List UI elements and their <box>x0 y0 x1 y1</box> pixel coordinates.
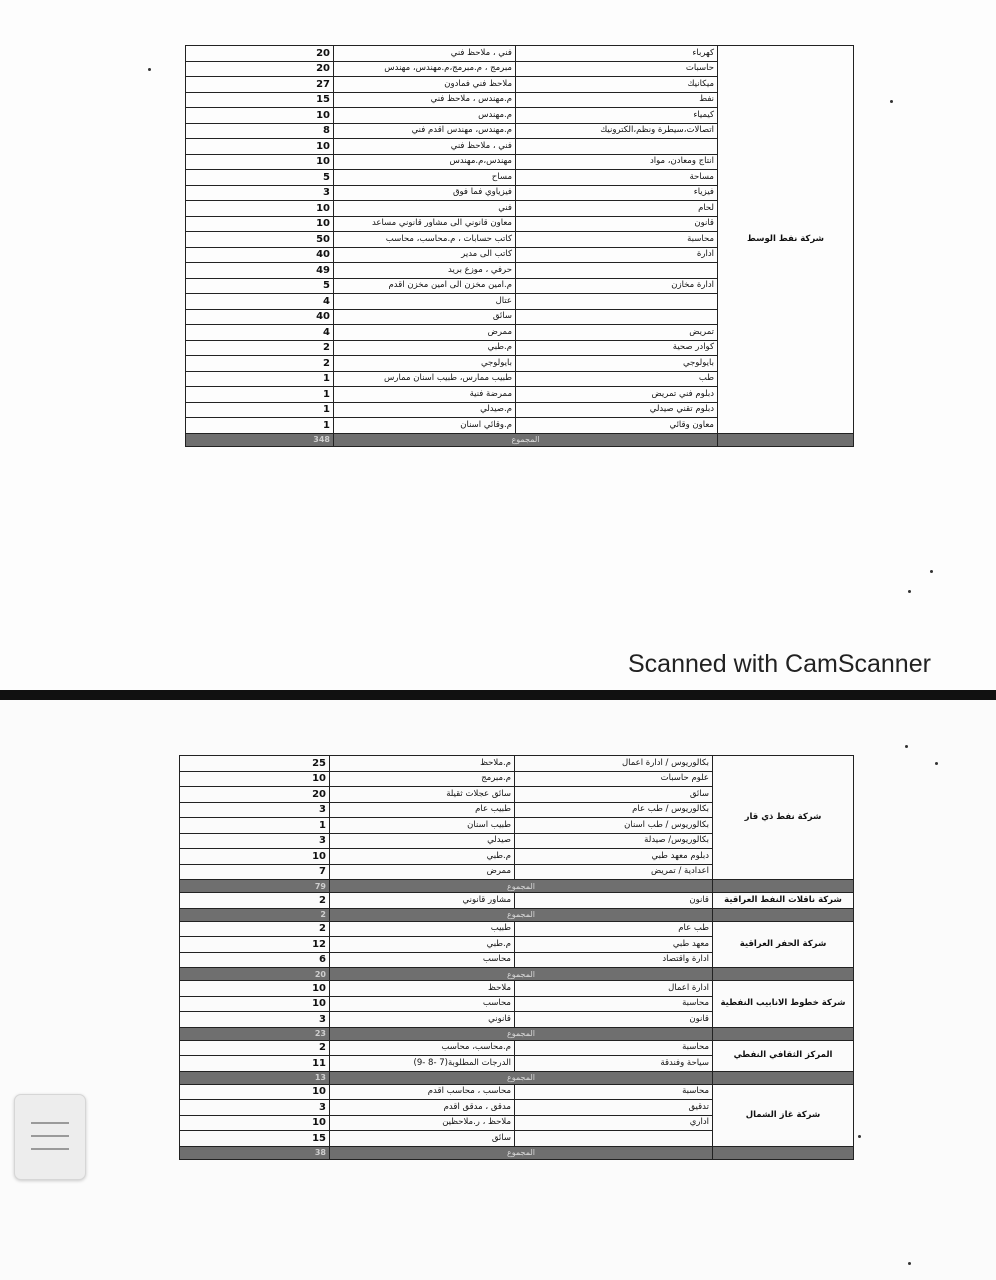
specialization-cell: تدقيق <box>515 1100 713 1116</box>
table-row <box>180 921 854 937</box>
specialization-cell: نفط <box>516 92 718 108</box>
job-title-cell: مبرمج ، م.مبرمج،م.مهندس، مهندس <box>334 61 516 77</box>
specialization-cell: بكالوريوس/ صيدلة <box>515 833 713 849</box>
company-name-cell: شركة ناقلات النفط العراقية <box>713 893 854 909</box>
specialization-cell: دبلوم تقني صيدلي <box>516 402 718 418</box>
total-count-cell: 348 <box>186 433 334 446</box>
specialization-cell: معاون وقائي <box>516 418 718 434</box>
count-cell: 49 <box>186 263 334 279</box>
total-count-cell: 2 <box>180 908 330 921</box>
job-title-cell: ملاحظ فني فمادون <box>334 77 516 93</box>
count-cell: 1 <box>186 387 334 403</box>
specialization-cell: اتصالات،سيطرة ونظم،الكترونيك <box>516 123 718 139</box>
count-cell: 50 <box>186 232 334 248</box>
count-cell: 5 <box>186 170 334 186</box>
job-title-cell: صيدلي <box>330 833 515 849</box>
total-row <box>180 880 854 893</box>
count-cell: 12 <box>180 937 330 953</box>
specialization-cell: قانون <box>516 216 718 232</box>
specialization-cell: اداري <box>515 1115 713 1131</box>
count-cell: 2 <box>186 356 334 372</box>
specialization-cell: سياحة وفندقة <box>515 1056 713 1072</box>
count-cell: 3 <box>180 833 330 849</box>
count-cell: 10 <box>186 108 334 124</box>
table-row <box>186 46 854 62</box>
job-title-cell: فني <box>334 201 516 217</box>
total-row <box>180 968 854 981</box>
specialization-cell: محاسبة <box>515 996 713 1012</box>
job-title-cell: ملاحظ ، ر.ملاحظين <box>330 1115 515 1131</box>
job-title-cell: طبيب ممارس، طبيب اسنان ممارس <box>334 371 516 387</box>
count-cell: 1 <box>186 371 334 387</box>
total-blank-cell <box>713 908 854 921</box>
count-cell: 25 <box>180 756 330 772</box>
specialization-cell: فيزياء <box>516 185 718 201</box>
specialization-cell <box>516 139 718 155</box>
job-title-cell: مشاور قانوني <box>330 893 515 909</box>
job-title-cell: فيزياوي فما فوق <box>334 185 516 201</box>
specialization-cell: بكالوريوس / طب اسنان <box>515 818 713 834</box>
count-cell: 5 <box>186 278 334 294</box>
total-label-cell: المجموع <box>330 908 713 921</box>
count-cell: 3 <box>180 1012 330 1028</box>
job-title-cell: م.ملاحظ <box>330 756 515 772</box>
total-count-cell: 23 <box>180 1027 330 1040</box>
count-cell: 40 <box>186 247 334 263</box>
camscanner-watermark: Scanned with CamScanner <box>628 650 931 678</box>
total-count-cell: 13 <box>180 1071 330 1084</box>
count-cell: 3 <box>186 185 334 201</box>
total-row <box>180 1071 854 1084</box>
specialization-cell: كوادر صحية <box>516 340 718 356</box>
count-cell: 4 <box>186 325 334 341</box>
count-cell: 10 <box>180 1115 330 1131</box>
specialization-cell: محاسبة <box>516 232 718 248</box>
scan-speck <box>908 590 911 593</box>
total-count-cell: 79 <box>180 880 330 893</box>
count-cell: 15 <box>180 1131 330 1147</box>
job-title-cell: سائق <box>334 309 516 325</box>
count-cell: 3 <box>180 802 330 818</box>
company-name-cell: شركة نفط ذي قار <box>713 756 854 880</box>
table-row <box>180 1040 854 1056</box>
job-title-cell: طبيب عام <box>330 802 515 818</box>
company-name-cell: المركز الثقافي النفطي <box>713 1040 854 1071</box>
scan-speck <box>908 1262 911 1265</box>
count-cell: 1 <box>180 818 330 834</box>
count-cell: 10 <box>186 201 334 217</box>
count-cell: 20 <box>186 46 334 62</box>
count-cell: 10 <box>186 216 334 232</box>
total-row <box>186 433 854 446</box>
specialization-cell: قانون <box>515 1012 713 1028</box>
scan-speck <box>930 570 933 573</box>
scan-speck <box>148 68 151 71</box>
scan-speck <box>890 100 893 103</box>
specialization-cell: قانون <box>515 893 713 909</box>
specialization-cell: كهرباء <box>516 46 718 62</box>
specialization-cell: بكالوريوس / ادارة اعمال <box>515 756 713 772</box>
count-cell: 15 <box>186 92 334 108</box>
total-label-cell: المجموع <box>334 433 718 446</box>
job-title-cell: محاسب ، محاسب اقدم <box>330 1084 515 1100</box>
specialization-cell: لحام <box>516 201 718 217</box>
specialization-cell: كيمياء <box>516 108 718 124</box>
total-blank-cell <box>713 880 854 893</box>
count-cell: 1 <box>186 402 334 418</box>
total-label-cell: المجموع <box>330 1071 713 1084</box>
specialization-cell: ادارة واقتصاد <box>515 952 713 968</box>
company-name-cell: شركة خطوط الانابيب النفطية <box>713 981 854 1028</box>
specialization-cell: دبلوم معهد طبي <box>515 849 713 865</box>
specialization-cell: دبلوم فني تمريض <box>516 387 718 403</box>
scan-speck <box>905 745 908 748</box>
specialization-cell <box>515 1131 713 1147</box>
specialization-cell: ادارة اعمال <box>515 981 713 997</box>
specialization-cell: محاسبة <box>515 1040 713 1056</box>
specialization-cell: ادارة <box>516 247 718 263</box>
count-cell: 10 <box>186 154 334 170</box>
count-cell: 7 <box>180 864 330 880</box>
specialization-cell: تمريض <box>516 325 718 341</box>
total-count-cell: 20 <box>180 968 330 981</box>
job-title-cell: ملاحظ <box>330 981 515 997</box>
menu-button[interactable] <box>14 1094 86 1180</box>
total-label-cell: المجموع <box>330 968 713 981</box>
job-title-cell: م.صيدلي <box>334 402 516 418</box>
job-title-cell: حرفي ، موزع بريد <box>334 263 516 279</box>
table-row <box>180 1084 854 1100</box>
total-blank-cell <box>718 433 854 446</box>
total-row <box>180 908 854 921</box>
count-cell: 40 <box>186 309 334 325</box>
specialization-cell: اعدادية / تمريض <box>515 864 713 880</box>
page-divider <box>0 690 996 700</box>
specialization-cell <box>516 309 718 325</box>
count-cell: 11 <box>180 1056 330 1072</box>
specialization-cell: معهد طبي <box>515 937 713 953</box>
job-title-cell: قانوني <box>330 1012 515 1028</box>
specialization-cell: طب <box>516 371 718 387</box>
specialization-cell: بكالوريوس / طب عام <box>515 802 713 818</box>
specialization-cell: مساحة <box>516 170 718 186</box>
count-cell: 4 <box>186 294 334 310</box>
job-title-cell: طبيب اسنان <box>330 818 515 834</box>
count-cell: 27 <box>186 77 334 93</box>
total-blank-cell <box>713 968 854 981</box>
job-title-cell: سائق عجلات ثقيلة <box>330 787 515 803</box>
count-cell: 10 <box>180 1084 330 1100</box>
job-title-cell: م.مهندس <box>334 108 516 124</box>
count-cell: 10 <box>180 996 330 1012</box>
count-cell: 2 <box>180 921 330 937</box>
total-blank-cell <box>713 1071 854 1084</box>
job-title-cell: م.مهندس، مهندس اقدم فني <box>334 123 516 139</box>
count-cell: 20 <box>186 61 334 77</box>
company-name-cell: شركة غاز الشمال <box>713 1084 854 1146</box>
count-cell: 10 <box>186 139 334 155</box>
job-title-cell: مساح <box>334 170 516 186</box>
total-blank-cell <box>713 1027 854 1040</box>
table-row <box>180 756 854 772</box>
job-title-cell: بايولوجي <box>334 356 516 372</box>
total-label-cell: المجموع <box>330 880 713 893</box>
count-cell: 2 <box>180 893 330 909</box>
total-count-cell: 38 <box>180 1146 330 1159</box>
job-title-cell: معاون قانوني الى مشاور قانوني مساعد <box>334 216 516 232</box>
company-name-cell: شركة الحفر العراقية <box>713 921 854 968</box>
specialization-cell: ميكانيك <box>516 77 718 93</box>
specialization-cell: ادارة مخازن <box>516 278 718 294</box>
count-cell: 8 <box>186 123 334 139</box>
count-cell: 10 <box>180 771 330 787</box>
specialization-cell: سائق <box>515 787 713 803</box>
count-cell: 10 <box>180 981 330 997</box>
job-title-cell: م.محاسب، محاسب <box>330 1040 515 1056</box>
job-title-cell: كاتب الى مدير <box>334 247 516 263</box>
job-title-cell: مهندس،م.مهندس <box>334 154 516 170</box>
specialization-cell: محاسبة <box>515 1084 713 1100</box>
specialization-cell: انتاج ومعادن، مواد <box>516 154 718 170</box>
scan-speck <box>858 1135 861 1138</box>
job-title-cell: م.امين مخزن الى امين مخزن اقدم <box>334 278 516 294</box>
table-row <box>180 981 854 997</box>
hamburger-icon <box>31 1122 69 1124</box>
total-row <box>180 1027 854 1040</box>
count-cell: 2 <box>180 1040 330 1056</box>
specialization-cell: علوم حاسبات <box>515 771 713 787</box>
specialization-cell: طب عام <box>515 921 713 937</box>
specialization-cell <box>516 294 718 310</box>
job-title-cell: مدقق ، مدقق اقدم <box>330 1100 515 1116</box>
job-title-cell: محاسب <box>330 996 515 1012</box>
job-title-cell: سائق <box>330 1131 515 1147</box>
job-title-cell: ممرض <box>334 325 516 341</box>
total-label-cell: المجموع <box>330 1027 713 1040</box>
count-cell: 2 <box>186 340 334 356</box>
count-cell: 3 <box>180 1100 330 1116</box>
total-row <box>180 1146 854 1159</box>
job-title-cell: م.مبرمج <box>330 771 515 787</box>
job-title-cell: م.مهندس ، ملاحظ فني <box>334 92 516 108</box>
job-title-cell: كاتب حسابات ، م.محاسب، محاسب <box>334 232 516 248</box>
count-cell: 6 <box>180 952 330 968</box>
company-name-cell: شركة نفط الوسط <box>718 46 854 434</box>
job-title-cell: م.طبي <box>330 849 515 865</box>
scanned-page-2 <box>0 700 996 1280</box>
job-title-cell: الدرجات المطلوبة(7 -8 -9) <box>330 1056 515 1072</box>
job-title-cell: ممرضة فنية <box>334 387 516 403</box>
job-title-cell: عتال <box>334 294 516 310</box>
specialization-cell: حاسبات <box>516 61 718 77</box>
vacancy-table-2 <box>179 755 854 1160</box>
table-row <box>180 893 854 909</box>
total-blank-cell <box>713 1146 854 1159</box>
job-title-cell: طبيب <box>330 921 515 937</box>
total-label-cell: المجموع <box>330 1146 713 1159</box>
job-title-cell: م.طبي <box>334 340 516 356</box>
job-title-cell: م.طبي <box>330 937 515 953</box>
job-title-cell: فني ، ملاحظ فني <box>334 139 516 155</box>
count-cell: 1 <box>186 418 334 434</box>
job-title-cell: محاسب <box>330 952 515 968</box>
count-cell: 20 <box>180 787 330 803</box>
count-cell: 10 <box>180 849 330 865</box>
vacancy-table-1 <box>185 45 854 447</box>
specialization-cell <box>516 263 718 279</box>
job-title-cell: م.وقائي اسنان <box>334 418 516 434</box>
job-title-cell: فني ، ملاحظ فني <box>334 46 516 62</box>
job-title-cell: ممرض <box>330 864 515 880</box>
scan-speck <box>935 762 938 765</box>
specialization-cell: بايولوجي <box>516 356 718 372</box>
